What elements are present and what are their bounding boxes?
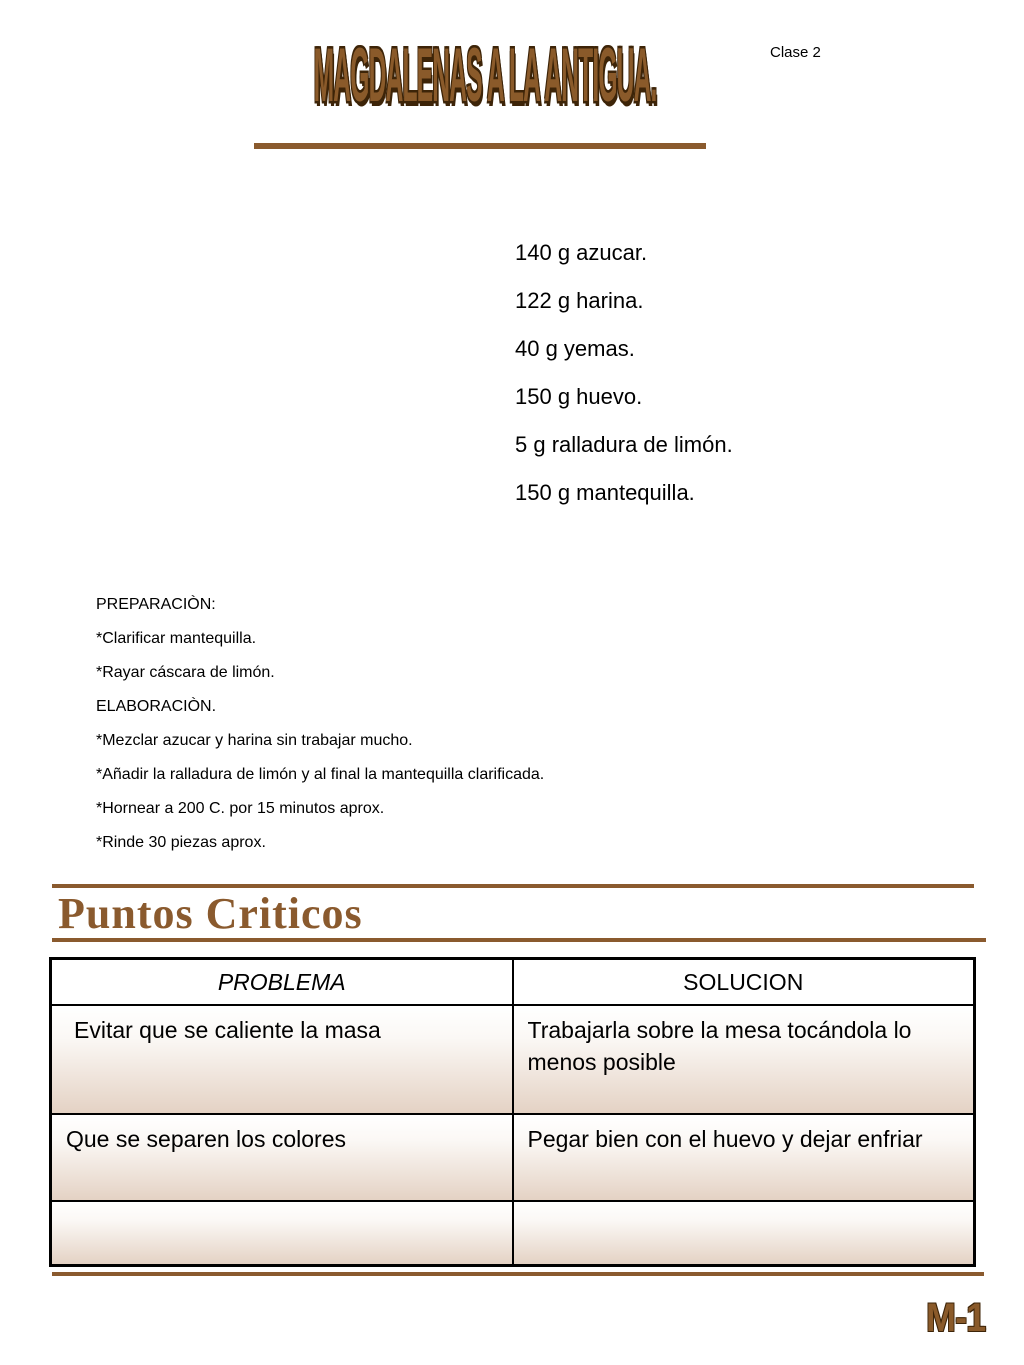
class-label: Clase 2: [770, 44, 821, 61]
preparation-list: [96, 592, 544, 864]
ingredient-item: 122 g harina.: [515, 288, 644, 313]
elaboration-step: *Mezclar azucar y harina sin trabajar mucho.: [96, 732, 413, 749]
title-underline: [254, 143, 706, 149]
problem-text: Evitar que se caliente la masa: [74, 1017, 381, 1044]
ingredient-item: 5 g ralladura de limón.: [515, 432, 733, 457]
recipe-title: MAGDALENAS A LA ANTIGUA.: [313, 34, 657, 119]
ingredient-item: 140 g azucar.: [515, 240, 648, 265]
solution-cell: [513, 1005, 975, 1114]
problem-text: Que se separen los colores: [66, 1126, 346, 1153]
critical-points-title: Puntos Criticos: [58, 889, 363, 938]
ingredient-item: 40 g yemas.: [515, 336, 635, 361]
table-row: [51, 1005, 975, 1114]
problem-cell: [51, 1005, 513, 1114]
table-row: [51, 1114, 975, 1200]
solution-text: Trabajarla sobre la mesa tocándola lo menos posible: [527, 1017, 912, 1076]
solution-text: Pegar bien con el huevo y dejar enfriar: [527, 1126, 923, 1153]
header-problem: PROBLEMA: [51, 959, 513, 1006]
page-code: M-1: [926, 1296, 986, 1340]
preparation-step: *Rayar cáscara de limón.: [96, 664, 275, 681]
elaboration-step: *Añadir la ralladura de limón y al final la mantequilla clarificada.: [96, 766, 545, 783]
critical-points-table: [49, 957, 976, 1267]
ingredient-list: [515, 237, 733, 525]
ingredient-item: 150 g mantequilla.: [515, 480, 695, 505]
recipe-title-container: [313, 34, 657, 120]
elaboration-heading: ELABORACIÒN.: [96, 698, 217, 715]
preparation-step: *Clarificar mantequilla.: [96, 630, 257, 647]
elaboration-step: *Hornear a 200 C. por 15 minutos aprox.: [96, 800, 385, 817]
problem-text: [52, 1202, 512, 1210]
table-row: [51, 1201, 975, 1266]
problem-cell: [51, 1114, 513, 1200]
section-rule-bottom: [52, 938, 986, 942]
solution-text: [514, 1202, 974, 1210]
header-solution: SOLUCION: [513, 959, 975, 1006]
table-header-row: [51, 959, 975, 1006]
problem-cell: [51, 1201, 513, 1266]
preparation-heading: PREPARACIÒN:: [96, 596, 216, 613]
solution-cell: [513, 1114, 975, 1200]
footer-rule: [52, 1272, 984, 1276]
ingredient-item: 150 g huevo.: [515, 384, 643, 409]
solution-cell: [513, 1201, 975, 1266]
elaboration-step: *Rinde 30 piezas aprox.: [96, 834, 266, 851]
